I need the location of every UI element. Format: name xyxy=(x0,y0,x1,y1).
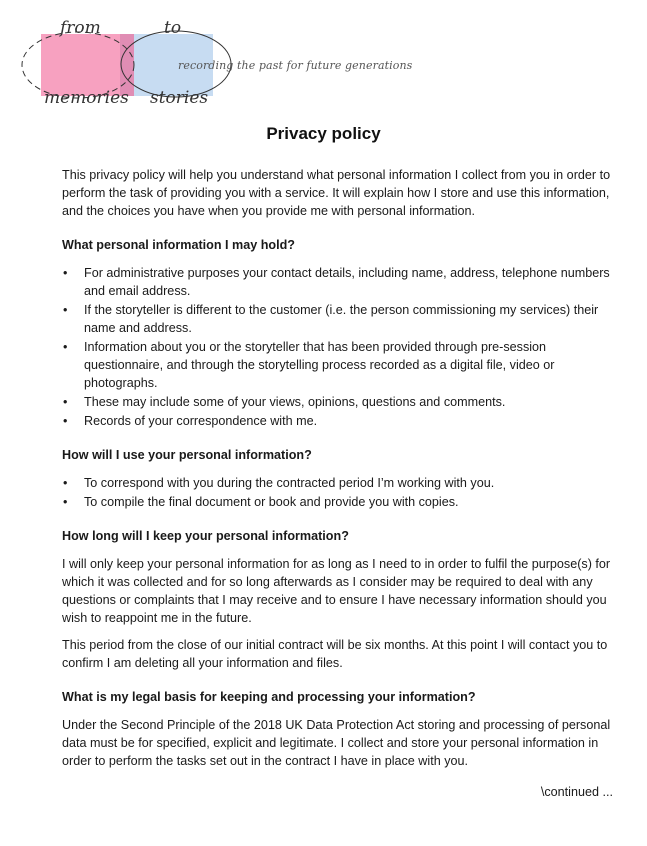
bullet-icon: • xyxy=(63,395,68,409)
bullet-icon: • xyxy=(63,266,68,280)
section-heading: What personal information I may hold? xyxy=(62,238,295,252)
continued-note: \continued ... xyxy=(540,785,613,799)
paragraph: This period from the close of our initial contract will be six months. At this point I will contact you to confirm I am deleting all your information and files. xyxy=(62,638,608,670)
section-heading: How long will I keep your personal information? xyxy=(62,529,349,543)
list-item: • Information about you or the storyteller that has been provided through pre-session questionnaire, and through the storytelling process recorded as a digital file, video or photographs. xyxy=(63,340,555,390)
bullet-icon: • xyxy=(63,495,68,509)
logo-word-from: from xyxy=(60,18,101,38)
document-body xyxy=(62,166,622,779)
bullet-icon: • xyxy=(63,340,68,354)
list-item: • Records of your correspondence with me. xyxy=(63,414,318,428)
list-item: • For administrative purposes your contact details, including name, address, telephone numbers and email address. xyxy=(63,266,610,298)
list-item: • These may include some of your views, opinions, questions and comments. xyxy=(63,395,506,409)
paragraph: Under the Second Principle of the 2018 UK Data Protection Act storing and processing of personal data must be for specified, explicit and legitimate. I collect and store your personal information in order to perform the tasks set out in the contract I have in place with you. xyxy=(62,718,611,768)
paragraph: I will only keep your personal information for as long as I need to in order to fulfil the purpose(s) for which it was collected and for so long afterwards as I consider may be required to deal with any questions or complaints that I may receive and to ensure I have necessary information should you wish to reappoint me in the future. xyxy=(62,557,611,625)
overlap-block xyxy=(120,34,134,96)
list-item: • To compile the final document or book and provide you with copies. xyxy=(63,495,459,509)
section-heading: What is my legal basis for keeping and processing your information? xyxy=(62,690,476,704)
bullet-icon: • xyxy=(63,303,68,317)
page-title: Privacy policy xyxy=(266,124,381,143)
bullet-list xyxy=(62,264,622,430)
logo-word-to: to xyxy=(164,18,182,38)
logo-word-memories: memories xyxy=(44,88,129,108)
list-item: • If the storyteller is different to the customer (i.e. the person commissioning my services) their name and address. xyxy=(63,303,599,335)
logo xyxy=(0,0,430,120)
intro-paragraph: This privacy policy will help you understand what personal information I collect from you in order to perform the task of providing you with a service. It will explain how I store and use this information, and the choices you have when you provide me with personal information. xyxy=(62,168,611,218)
section-heading: How will I use your personal information? xyxy=(62,448,312,462)
list-item: • To correspond with you during the contracted period I’m working with you. xyxy=(63,476,495,490)
logo-word-stories: stories xyxy=(150,88,209,108)
bullet-list xyxy=(62,474,622,511)
logo-tagline: recording the past for future generations xyxy=(178,59,413,72)
bullet-icon: • xyxy=(63,414,68,428)
bullet-icon: • xyxy=(63,476,68,490)
